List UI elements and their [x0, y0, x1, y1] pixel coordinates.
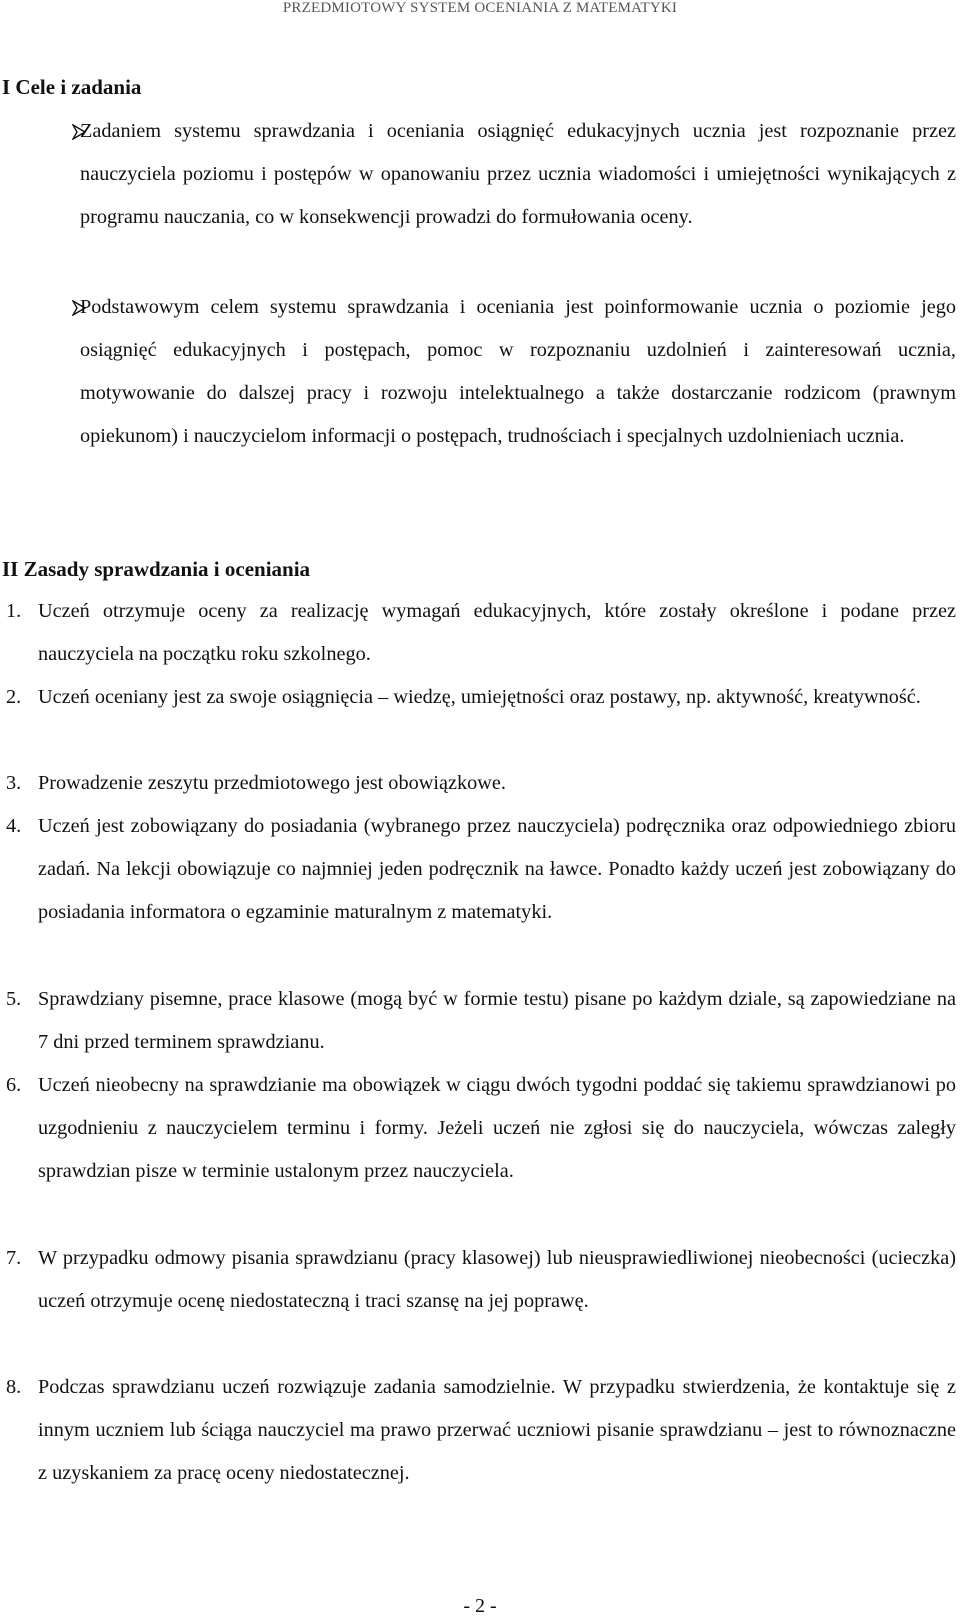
bullet-text: Podstawowym celem systemu sprawdzania i oceniania jest poinformowanie ucznia o poziomie jego osiągnięć edukacyjnych i postępach, pomoc w rozpoznaniu uzdolnień i zainteresowań ucznia, motywowanie do dalszej pracy i rozwoju intelektualnego a także dostarczanie rodzicom (prawnym opiekunom) i nauczycielom informacji o postępach, trudnościach i specjalnych uzdolnieniach ucznia.: [80, 296, 956, 447]
item-number: 4.: [6, 815, 22, 837]
item-number: 2.: [6, 686, 22, 708]
item-text: Uczeń oceniany jest za swoje osiągnięcia – wiedzę, umiejętności oraz postawy, np. aktywność, kreatywność.: [38, 686, 921, 708]
item-text: Sprawdziany pisemne, prace klasowe (mogą być w formie testu) pisane po każdym dziale, są zapowiedziane na 7 dni przed terminem sprawdzianu.: [38, 988, 956, 1053]
numbered-item: [6, 1237, 956, 1323]
section-heading-cele: I Cele i zadania: [2, 75, 142, 99]
numbered-item: [6, 676, 956, 719]
numbered-item: [6, 978, 956, 1064]
numbered-item: [6, 590, 956, 676]
numbered-item: [6, 762, 956, 805]
item-number: 1.: [6, 600, 22, 622]
item-number: 3.: [6, 772, 22, 794]
item-text: Uczeń jest zobowiązany do posiadania (wybranego przez nauczyciela) podręcznika oraz odpowiedniego zbioru zadań. Na lekcji obowiązuje co najmniej jeden podręcznik na ławce. Ponadto każdy uczeń jest zobowiązany do posiadania informatora o egzaminie maturalnym z matematyki.: [38, 815, 956, 923]
item-text: Prowadzenie zeszytu przedmiotowego jest obowiązkowe.: [38, 772, 507, 794]
item-text: Uczeń otrzymuje oceny za realizację wymagań edukacyjnych, które zostały określone i podane przez nauczyciela na początku roku szkolnego.: [38, 600, 956, 665]
numbered-item: [6, 1064, 956, 1193]
item-number: 8.: [6, 1376, 22, 1398]
running-header: PRZEDMIOTOWY SYSTEM OCENIANIA Z MATEMATYKI: [282, 0, 678, 16]
item-text: W przypadku odmowy pisania sprawdzianu (pracy klasowej) lub nieusprawiedliwionej nieobecności (ucieczka) uczeń otrzymuje ocenę niedostateczną i traci szansę na jej poprawę.: [38, 1247, 956, 1312]
item-text: Podczas sprawdzianu uczeń rozwiązuje zadania samodzielnie. W przypadku stwierdzenia, że kontaktuje się z innym uczniem lub ściąga nauczyciel ma prawo przerwać uczniowi pisanie sprawdzianu – jest to równoznaczne z uzyskaniem za pracę oceny niedostatecznej.: [38, 1376, 956, 1484]
section-heading-zasady: II Zasady sprawdzania i oceniania: [2, 557, 311, 581]
numbered-item: [6, 805, 956, 934]
bullet-text: Zadaniem systemu sprawdzania i oceniania osiągnięć edukacyjnych ucznia jest rozpoznanie przez nauczyciela poziomu i postępów w opanowaniu przez ucznia wiadomości i umiejętności wynikających z programu nauczania, co w konsekwencji prowadzi do formułowania oceny.: [80, 120, 956, 228]
bullet-item: [80, 110, 956, 239]
item-number: 5.: [6, 988, 22, 1010]
numbered-item: [6, 1366, 956, 1495]
page-number: - 2 -: [463, 1595, 497, 1617]
item-number: 6.: [6, 1074, 22, 1096]
item-text: Uczeń nieobecny na sprawdzianie ma obowiązek w ciągu dwóch tygodni poddać się takiemu sprawdzianowi po uzgodnieniu z nauczycielem terminu i formy. Jeżeli uczeń nie zgłosi się do nauczyciela, wówczas zaległy sprawdzian pisze w terminie ustalonym przez nauczyciela.: [38, 1074, 956, 1182]
item-number: 7.: [6, 1247, 22, 1269]
bullet-item: [80, 286, 956, 458]
